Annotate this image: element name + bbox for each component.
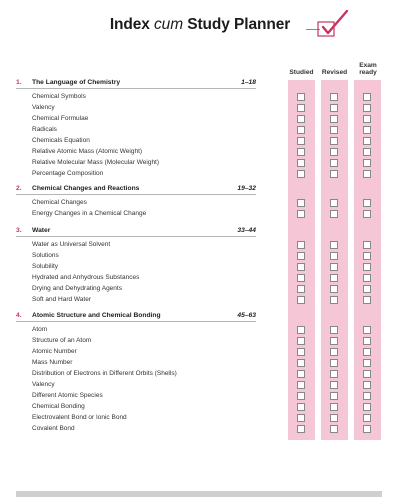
section-heading: [16, 310, 256, 321]
footer-bar: [16, 491, 382, 497]
exam-ready-column-header: Exam ready: [359, 62, 377, 76]
studied-checkbox[interactable]: [297, 115, 305, 123]
section-page-range: 45–63: [237, 312, 256, 319]
topic-item: Atom: [32, 326, 48, 333]
topic-item: Relative Molecular Mass (Molecular Weight): [32, 159, 160, 166]
studied-checkbox[interactable]: [297, 285, 305, 293]
exam-ready-checkbox[interactable]: [363, 252, 371, 260]
topic-item: Chemical Bonding: [32, 403, 85, 410]
studied-checkbox[interactable]: [297, 392, 305, 400]
section-heading: [16, 77, 256, 88]
exam-ready-checkbox[interactable]: [363, 359, 371, 367]
section-number: 1.: [16, 79, 22, 86]
section-number: 3.: [16, 227, 22, 234]
exam-ready-checkbox[interactable]: [363, 425, 371, 433]
exam-ready-checkbox[interactable]: [363, 381, 371, 389]
studied-checkbox[interactable]: [297, 252, 305, 260]
studied-checkbox[interactable]: [297, 359, 305, 367]
revised-checkbox[interactable]: [330, 210, 338, 218]
revised-checkbox[interactable]: [330, 285, 338, 293]
revised-checkbox[interactable]: [330, 252, 338, 260]
topic-item: Covalent Bond: [32, 425, 75, 432]
revised-column-header: Revised: [321, 69, 348, 76]
revised-checkbox[interactable]: [330, 296, 338, 304]
studied-checkbox[interactable]: [297, 403, 305, 411]
studied-checkbox[interactable]: [297, 296, 305, 304]
studied-checkbox[interactable]: [297, 170, 305, 178]
studied-checkbox[interactable]: [297, 104, 305, 112]
section-number: 4.: [16, 312, 22, 319]
topic-item: Electrovalent Bond or Ionic Bond: [32, 414, 127, 421]
studied-checkbox[interactable]: [297, 241, 305, 249]
topic-item: Energy Changes in a Chemical Change: [32, 210, 147, 217]
section-divider: [16, 236, 256, 237]
studied-checkbox[interactable]: [297, 126, 305, 134]
section-title: Water: [32, 227, 51, 234]
exam-ready-checkbox[interactable]: [363, 403, 371, 411]
topic-item: Solubility: [32, 263, 59, 270]
revised-checkbox[interactable]: [330, 148, 338, 156]
revised-checkbox[interactable]: [330, 370, 338, 378]
topic-item: Chemicals Equation: [32, 137, 90, 144]
exam-ready-checkbox[interactable]: [363, 115, 371, 123]
section-divider: [16, 88, 256, 89]
section-page-range: 33–44: [237, 227, 256, 234]
exam-ready-checkbox[interactable]: [363, 274, 371, 282]
topic-item: Chemical Symbols: [32, 93, 86, 100]
studied-checkbox[interactable]: [297, 337, 305, 345]
exam-ready-checkbox[interactable]: [363, 159, 371, 167]
studied-checkbox[interactable]: [297, 159, 305, 167]
exam-ready-checkbox[interactable]: [363, 414, 371, 422]
exam-ready-checkbox[interactable]: [363, 210, 371, 218]
revised-checkbox[interactable]: [330, 137, 338, 145]
studied-checkbox[interactable]: [297, 263, 305, 271]
studied-checkbox[interactable]: [297, 348, 305, 356]
studied-checkbox[interactable]: [297, 210, 305, 218]
topic-item: Valency: [32, 104, 55, 111]
studied-checkbox[interactable]: [297, 199, 305, 207]
revised-checkbox[interactable]: [330, 359, 338, 367]
title-word-index: Index: [109, 16, 150, 33]
exam-ready-checkbox[interactable]: [363, 370, 371, 378]
revised-checkbox[interactable]: [330, 326, 338, 334]
exam-ready-checkbox[interactable]: [363, 148, 371, 156]
topic-item: Structure of an Atom: [32, 337, 92, 344]
topic-item: Different Atomic Species: [32, 392, 103, 399]
revised-checkbox[interactable]: [330, 159, 338, 167]
section-page-range: 19–32: [237, 185, 256, 192]
studied-checkbox[interactable]: [297, 93, 305, 101]
revised-checkbox[interactable]: [330, 274, 338, 282]
exam-ready-checkbox[interactable]: [363, 263, 371, 271]
revised-checkbox[interactable]: [330, 93, 338, 101]
revised-checkbox[interactable]: [330, 414, 338, 422]
studied-checkbox[interactable]: [297, 148, 305, 156]
topic-item: Chemical Formulae: [32, 115, 89, 122]
topic-item: Percentage Composition: [32, 170, 104, 177]
revised-checkbox[interactable]: [330, 425, 338, 433]
revised-checkbox[interactable]: [330, 263, 338, 271]
topic-item: Relative Atomic Mass (Atomic Weight): [32, 148, 143, 155]
title-word-cum: cum: [154, 16, 184, 33]
studied-checkbox[interactable]: [297, 425, 305, 433]
revised-checkbox[interactable]: [330, 126, 338, 134]
exam-ready-checkbox[interactable]: [363, 241, 371, 249]
exam-ready-checkbox[interactable]: [363, 104, 371, 112]
topic-item: Atomic Number: [32, 348, 77, 355]
section-number: 2.: [16, 185, 22, 192]
topic-item: Drying and Dehydrating Agents: [32, 285, 122, 292]
revised-checkbox[interactable]: [330, 348, 338, 356]
revised-checkbox[interactable]: [330, 170, 338, 178]
section-title: Atomic Structure and Chemical Bonding: [32, 312, 161, 319]
studied-checkbox[interactable]: [297, 370, 305, 378]
topic-item: Distribution of Electrons in Different Orbits (Shells): [32, 370, 177, 377]
revised-checkbox[interactable]: [330, 104, 338, 112]
studied-column-header: Studied: [289, 69, 314, 76]
section-page-range: 1–18: [241, 79, 256, 86]
revised-checkbox[interactable]: [330, 381, 338, 389]
exam-ready-checkbox[interactable]: [363, 199, 371, 207]
exam-ready-checkbox[interactable]: [363, 337, 371, 345]
topic-item: Solutions: [32, 252, 59, 259]
studied-checkbox[interactable]: [297, 414, 305, 422]
section-divider: [16, 194, 256, 195]
revised-checkbox[interactable]: [330, 241, 338, 249]
section-heading: [16, 225, 256, 236]
topic-item: Water as Universal Solvent: [32, 241, 111, 248]
exam-ready-checkbox[interactable]: [363, 93, 371, 101]
topic-item: Chemical Changes: [32, 199, 87, 206]
exam-ready-checkbox[interactable]: [363, 392, 371, 400]
studied-checkbox[interactable]: [297, 274, 305, 282]
studied-checkbox[interactable]: [297, 326, 305, 334]
topic-item: Valency: [32, 381, 55, 388]
topic-item: Soft and Hard Water: [32, 296, 92, 303]
revised-checkbox[interactable]: [330, 403, 338, 411]
studied-checkbox[interactable]: [297, 381, 305, 389]
exam-ready-checkbox[interactable]: [363, 170, 371, 178]
revised-checkbox[interactable]: [330, 115, 338, 123]
revised-checkbox[interactable]: [330, 337, 338, 345]
exam-ready-checkbox[interactable]: [363, 126, 371, 134]
revised-checkbox[interactable]: [330, 392, 338, 400]
title-word-study-planner: Study Planner: [187, 16, 291, 33]
topic-item: Radicals: [32, 126, 57, 133]
section-title: Chemical Changes and Reactions: [32, 185, 140, 192]
revised-checkbox[interactable]: [330, 199, 338, 207]
section-title: The Language of Chemistry: [32, 79, 121, 86]
exam-ready-checkbox[interactable]: [363, 137, 371, 145]
exam-ready-checkbox[interactable]: [363, 285, 371, 293]
topic-item: Hydrated and Anhydrous Substances: [32, 274, 140, 281]
exam-ready-checkbox[interactable]: [363, 296, 371, 304]
topic-item: Mass Number: [32, 359, 73, 366]
section-divider: [16, 321, 256, 322]
studied-checkbox[interactable]: [297, 137, 305, 145]
exam-ready-checkbox[interactable]: [363, 348, 371, 356]
section-heading: [16, 183, 256, 194]
exam-ready-checkbox[interactable]: [363, 326, 371, 334]
